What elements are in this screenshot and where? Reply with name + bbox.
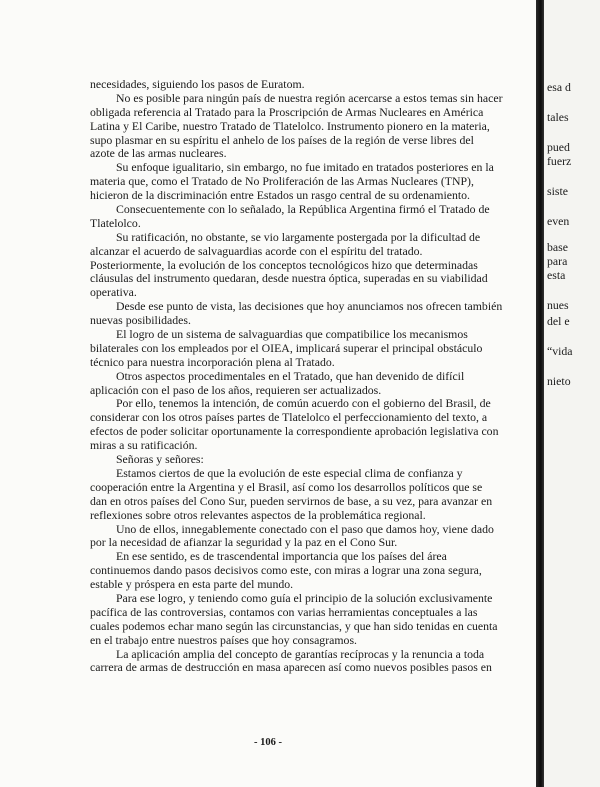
adjacent-page-fragment: para xyxy=(547,254,568,268)
text-line: supo plasmar en su espíritu el anhelo de los países de la región de verse libres del xyxy=(90,133,474,147)
text-line: continuemos dando pasos decisivos como este, con miras a lograr una zona segura, xyxy=(90,564,482,578)
adjacent-page-fragment: even xyxy=(547,214,570,228)
book-spine xyxy=(536,0,544,787)
text-line: Señoras y señores: xyxy=(116,453,204,467)
text-line: en el trabajo entre nuestros países que hoy consagramos. xyxy=(90,633,357,647)
text-line: Latina y El Caribe, nuestro Tratado de Tlatelolco. Instrumento pionero en la materia, xyxy=(90,119,490,133)
adjacent-page-fragment: esta xyxy=(547,268,566,282)
text-line: Posteriormente, la evolución de los conceptos tecnológicos hizo que determinadas xyxy=(90,258,478,272)
text-line: Estamos ciertos de que la evolución de este especial clima de confianza y xyxy=(116,466,463,480)
text-line: carrera de armas de destrucción en masa aparecen así como nuevos posibles pasos en xyxy=(90,661,492,675)
text-line: dan en otros países del Cono Sur, pueden servirnos de base, a su vez, para avanzar en xyxy=(90,494,493,508)
text-line: estable y próspera en esta parte del mundo. xyxy=(90,578,294,592)
adjacent-page-fragment: esa d xyxy=(547,80,571,94)
text-line: La aplicación amplia del concepto de garantías recíprocas y la renuncia a toda xyxy=(116,647,485,661)
text-line: operativa. xyxy=(90,286,137,300)
adjacent-page-fragment: siste xyxy=(547,184,568,198)
text-line: No es posible para ningún país de nuestra región acercarse a estos temas sin hacer xyxy=(116,91,503,105)
adjacent-page-fragment: tales xyxy=(547,110,569,124)
text-line: cláusulas del instrumento quedaran, desde nuestra óptica, superadas en su viabilidad xyxy=(90,272,488,286)
adjacent-page-fragment: del e xyxy=(547,314,570,328)
text-line: hicieron de la discriminación entre Estados un rasgo central de su ordenamiento. xyxy=(90,189,470,203)
text-line: nuevas posibilidades. xyxy=(90,314,191,328)
text-line: obligada referencia al Tratado para la Proscripción de Armas Nucleares en América xyxy=(90,105,484,119)
text-line: por la necesidad de afianzar la seguridad y la paz en el Cono Sur. xyxy=(90,536,398,550)
text-line: Otros aspectos procedimentales en el Tratado, que han devenido de difícil xyxy=(116,369,465,383)
text-line: Por ello, tenemos la intención, de común acuerdo con el gobierno del Brasil, de xyxy=(116,397,491,411)
text-line: Su enfoque igualitario, sin embargo, no fue imitado en tratados posteriores en la xyxy=(116,161,494,175)
adjacent-page-fragment: pued xyxy=(547,140,570,154)
text-line: técnico para nuestra incorporación plena al Tratado. xyxy=(90,355,335,369)
text-line: Su ratificación, no obstante, se vio largamente postergada por la dificultad de xyxy=(116,230,481,244)
body-text xyxy=(90,78,510,675)
text-line: Consecuentemente con lo señalado, la República Argentina firmó el Tratado de xyxy=(116,203,490,217)
text-line: miras a su ratificación. xyxy=(90,439,198,453)
text-line: reflexiones sobre otros relevantes aspectos de la problemática regional. xyxy=(90,508,426,522)
text-line: pacífica de las controversias, contamos con varias herramientas conceptuales a las xyxy=(90,605,478,619)
text-line: El logro de un sistema de salvaguardias que compatibilice los mecanismos xyxy=(116,328,468,342)
adjacent-page-fragment: fuerz xyxy=(547,154,572,168)
page-number: - 106 - xyxy=(254,737,282,748)
adjacent-page-edge xyxy=(544,0,600,787)
text-line: Desde ese punto de vista, las decisiones que hoy anunciamos nos ofrecen también xyxy=(116,300,503,314)
text-line: bilaterales con los empleados por el OIEA, implicará superar el principal obstáculo xyxy=(90,341,483,355)
adjacent-page-fragment: “vida xyxy=(547,344,573,358)
text-line: azote de las armas nucleares. xyxy=(90,147,227,161)
adjacent-page-fragment: nues xyxy=(547,298,569,312)
text-line: necesidades, siguiendo los pasos de Euratom. xyxy=(90,78,305,91)
text-line: materia que, como el Tratado de No Proliferación de las Armas Nucleares (TNP), xyxy=(90,175,474,189)
text-line: aplicación con el paso de los años, requieren ser actualizados. xyxy=(90,383,382,397)
text-line: considerar con los otros países partes de Tlatelolco el perfeccionamiento del texto, a xyxy=(90,411,488,425)
text-line: En ese sentido, es de trascendental importancia que los países del área xyxy=(116,550,447,564)
text-line: alcanzar el acuerdo de salvaguardias acorde con el espíritu del tratado. xyxy=(90,244,423,258)
adjacent-page-fragment: base xyxy=(547,240,568,254)
text-line: cuales podemos echar mano según las circunstancias, y que han sido tenidas en cuenta xyxy=(90,619,498,633)
text-line: cooperación entre la Argentina y el Brasil, así como los desarrollos políticos que se xyxy=(90,480,483,494)
text-line: efectos de poder solicitar oportunamente la correspondiente aprobación legislativa con xyxy=(90,425,499,439)
text-line: Para ese logro, y teniendo como guía el principio de la solución exclusivamente xyxy=(116,591,493,605)
text-line: Tlatelolco. xyxy=(90,216,141,230)
adjacent-page-fragment: nieto xyxy=(547,374,571,388)
text-line: Uno de ellos, innegablemente conectado con el paso que damos hoy, viene dado xyxy=(116,522,494,536)
